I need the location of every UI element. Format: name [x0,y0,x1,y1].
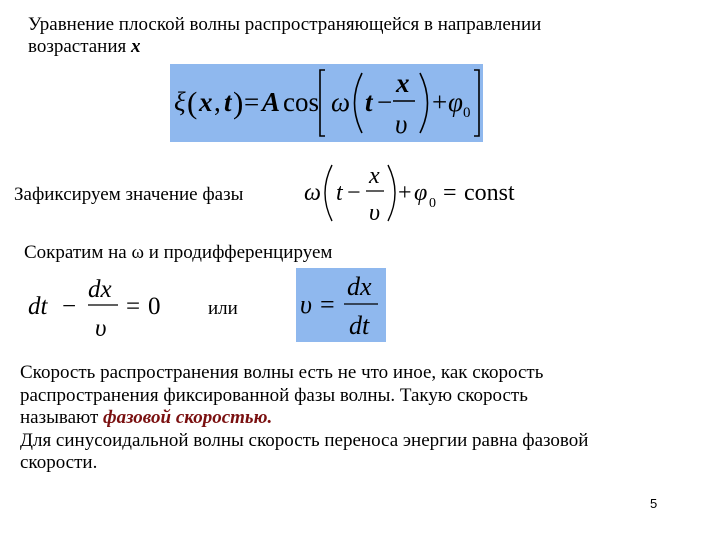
phase-velocity-term: фазовой скоростью. [103,407,273,428]
omega-symbol: ω [131,242,144,263]
args-close-paren: ) [233,85,244,120]
omega-symbol: ω [304,180,321,206]
omega-symbol: ω [331,87,351,117]
fraction-numerator: dx [347,272,372,301]
paragraph-line-3-text: называют [20,407,104,428]
reduce-line [24,242,332,264]
equals-sign: = [443,180,457,206]
xi-symbol: ξ [174,87,186,117]
velocity-symbol: υ [300,290,312,319]
plus-sign: + [398,180,412,206]
page-number: 5 [650,496,658,511]
paragraph-line-3 [20,407,700,430]
fraction-numerator: x [396,68,410,98]
var-x: x [199,87,213,117]
fraction-denominator: υ [95,315,107,342]
var-t: t [224,87,232,117]
left-paren [325,165,332,221]
fraction-denominator: υ [395,109,408,139]
fix-phase-label: Зафиксируем значение фазы [14,184,244,205]
minus-sign: − [347,180,361,206]
heading-variable: x [131,36,141,57]
velocity-equation [296,268,386,342]
phi-symbol: φ [448,87,463,117]
paragraph-line-2: распространения фиксированной фазы волны. Такую скорость [20,384,528,406]
heading-text: возрастания [28,36,132,57]
equals-sign: = [320,290,335,319]
cos-function: cos [283,87,319,117]
phi-symbol: φ [414,180,428,206]
fraction-denominator: dt [349,311,370,340]
fraction-numerator: x [369,163,380,189]
args-open-paren: ( [187,85,198,120]
phi-subscript: 0 [429,196,436,211]
heading-line-1: Уравнение плоской волны распространяющейся в направлении [28,14,542,35]
minus-sign: − [62,293,77,320]
minus-sign: − [377,87,393,117]
paragraph-line-5: скорости. [20,452,98,473]
reduce-text-before: Сократим на [24,242,132,263]
or-label: или [208,298,238,319]
var-t-inner: t [365,87,373,117]
heading-line-2 [28,36,141,58]
equals-sign: = [126,293,141,320]
right-paren [388,165,395,221]
amplitude: A [262,87,281,117]
plus-sign: + [432,87,448,117]
paragraph-line-1: Скорость распространения волны есть не что иное, как скорость [20,362,544,383]
equals-sign: = [244,87,260,117]
phi-subscript: 0 [463,105,471,121]
fraction-denominator: υ [369,200,381,226]
comma: , [214,87,221,117]
phase-formula [300,160,534,226]
fraction-numerator: dx [88,276,112,303]
differential-equation [26,272,176,342]
dt-term: dt [28,293,48,320]
paragraph-line-4: Для синусоидальной волны скорость переноса энергии равна фазовой [20,429,589,451]
var-t: t [336,180,343,206]
const-text: const [464,180,515,206]
explanation-paragraph [20,362,700,475]
reduce-text-after: и продифференцируем [143,242,333,263]
zero: 0 [148,293,161,320]
wave-equation [170,64,483,142]
